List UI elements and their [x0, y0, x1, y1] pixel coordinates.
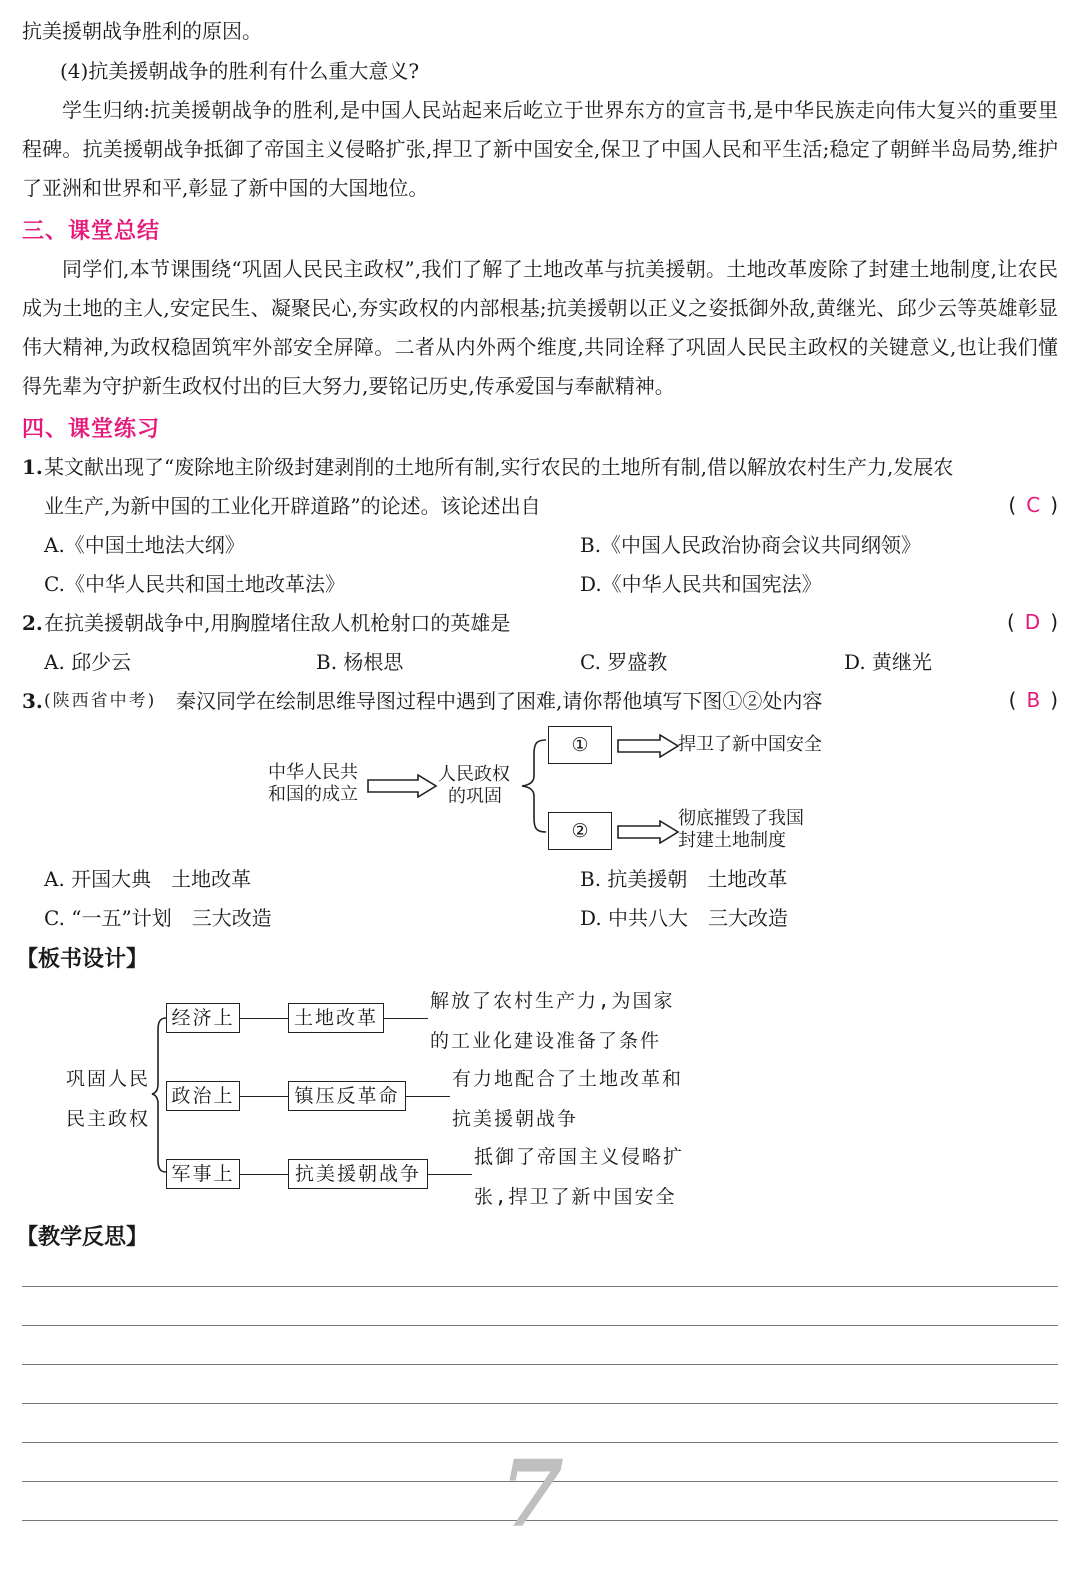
mindmap-right-1: 捍卫了新中国安全 — [678, 734, 822, 755]
board-item-land-reform: 土地改革 — [288, 1003, 384, 1033]
q1-number: 1. — [22, 455, 43, 479]
board-desc-1b: 的工业化建设准备了条件 — [430, 1030, 662, 1052]
q3-option-c: C. “一五”计划 三大改造 — [44, 906, 272, 930]
q1-option-b: B.《中国人民政治协商会议共同纲领》 — [580, 533, 922, 557]
board-root-line1: 巩固人民 — [66, 1068, 151, 1090]
board-cat-economy: 经济上 — [166, 1003, 240, 1033]
q3-text: 秦汉同学在绘制思维导图过程中遇到了困难,请你帮他填写下图①②处内容 — [176, 689, 823, 713]
q2-text: 在抗美援朝战争中,用胸膛堵住敌人机枪射口的英雄是 — [44, 611, 511, 635]
mindmap-left-line1: 中华人民共 — [268, 762, 358, 783]
question-4: (4)抗美援朝战争的胜利有什么重大意义? — [60, 59, 420, 83]
q3-number: 3. — [22, 689, 43, 713]
board-item-war: 抗美援朝战争 — [288, 1159, 428, 1189]
q1-line1: 某文献出现了“废除地主阶级封建剥削的土地所有制,实行农民的土地所有制,借以解放农村生产力,发展农 — [44, 455, 954, 479]
q2-answer: ( D ) — [1006, 610, 1058, 634]
q1-option-a: A.《中国土地法大纲》 — [44, 533, 245, 557]
q2-answer-letter: D — [1024, 610, 1041, 634]
section-3-title: 三、课堂总结 — [22, 219, 161, 244]
mindmap-right-2a: 彻底摧毁了我国 — [678, 808, 804, 829]
student-summary: 学生归纳:抗美援朝战争的胜利,是中国人民站起来后屹立于世界东方的宣言书,是中华民族走向伟大复兴的重要里程碑。抗美援朝战争抵御了帝国主义侵略扩张,捍卫了新中国安全,保卫了中国人民和平生活;稳定了朝鲜半岛局势,维护了亚洲和世界和平,彰显了新中国的大国地位。 — [22, 98, 1058, 200]
q3-option-d: D. 中共八大 三大改造 — [580, 906, 789, 930]
mindmap-mid-line2: 的巩固 — [448, 786, 502, 807]
q3-option-a: A. 开国大典 土地改革 — [44, 867, 252, 891]
board-title: 【板书设计】 — [16, 947, 149, 972]
q3-source: (陕西省中考) — [44, 691, 157, 711]
board-cat-politics: 政治上 — [166, 1081, 240, 1111]
mindmap-right-2b: 封建土地制度 — [678, 830, 786, 851]
intro-line: 抗美援朝战争胜利的原因。 — [22, 19, 262, 43]
board-desc-3a: 抵御了帝国主义侵略扩 — [474, 1146, 685, 1168]
arrow-right-icon — [366, 774, 438, 798]
mindmap-box-1: ① — [548, 726, 612, 764]
q2-option-d: D. 黄继光 — [844, 650, 933, 674]
q3-option-b: B. 抗美援朝 土地改革 — [580, 867, 788, 891]
board-desc-2a: 有力地配合了土地改革和 — [452, 1068, 684, 1090]
q1-answer: ( C ) — [1008, 493, 1058, 517]
page-number: 7 — [500, 1440, 565, 1548]
q2-option-b: B. 杨根思 — [316, 650, 404, 674]
q2-number: 2. — [22, 611, 43, 635]
section-4-title: 四、课堂练习 — [22, 417, 161, 442]
board-cat-military: 军事上 — [166, 1159, 240, 1189]
q1-option-d: D.《中华人民共和国宪法》 — [580, 572, 822, 596]
section-3-body: 同学们,本节课围绕“巩固人民民主政权”,我们了解了土地改革与抗美援朝。土地改革废除了封建土地制度,让农民成为土地的主人,安定民生、凝聚民心,夯实政权的内部根基;抗美援朝以正义之姿抵御外敌,黄继光、邱少云等英雄彰显伟大精神,为政权稳固筑牢外部安全屏障。二者从内外两个维度,共同诠释了巩固人民民主政权的关键意义,也让我们懂得先辈为守护新生政权付出的巨大努力,要铭记历史,传承爱国与奉献精神。 — [22, 257, 1058, 398]
brace-icon — [518, 738, 550, 834]
q3-answer: ( B ) — [1008, 688, 1058, 712]
q1-answer-letter: C — [1026, 493, 1041, 517]
q2-option-a: A. 邱少云 — [44, 650, 132, 674]
board-desc-3b: 张,捍卫了新中国安全 — [474, 1186, 677, 1208]
mindmap-mid-line1: 人民政权 — [438, 764, 510, 785]
board-desc-1a: 解放了农村生产力,为国家 — [430, 990, 675, 1012]
q1-line2: 业生产,为新中国的工业化开辟道路”的论述。该论述出自 — [44, 494, 541, 518]
arrow-right-icon — [616, 734, 680, 758]
board-root-line2: 民主政权 — [66, 1108, 151, 1130]
mindmap-left-line2: 和国的成立 — [268, 784, 358, 805]
q1-option-c: C.《中华人民共和国土地改革法》 — [44, 572, 345, 596]
reflection-title: 【教学反思】 — [16, 1225, 149, 1250]
mindmap-box-2: ② — [548, 812, 612, 850]
board-item-suppress: 镇压反革命 — [288, 1081, 406, 1111]
q3-answer-letter: B — [1026, 688, 1041, 712]
q2-option-c: C. 罗盛教 — [580, 650, 668, 674]
arrow-right-icon — [616, 820, 680, 844]
board-desc-2b: 抗美援朝战争 — [452, 1108, 579, 1130]
